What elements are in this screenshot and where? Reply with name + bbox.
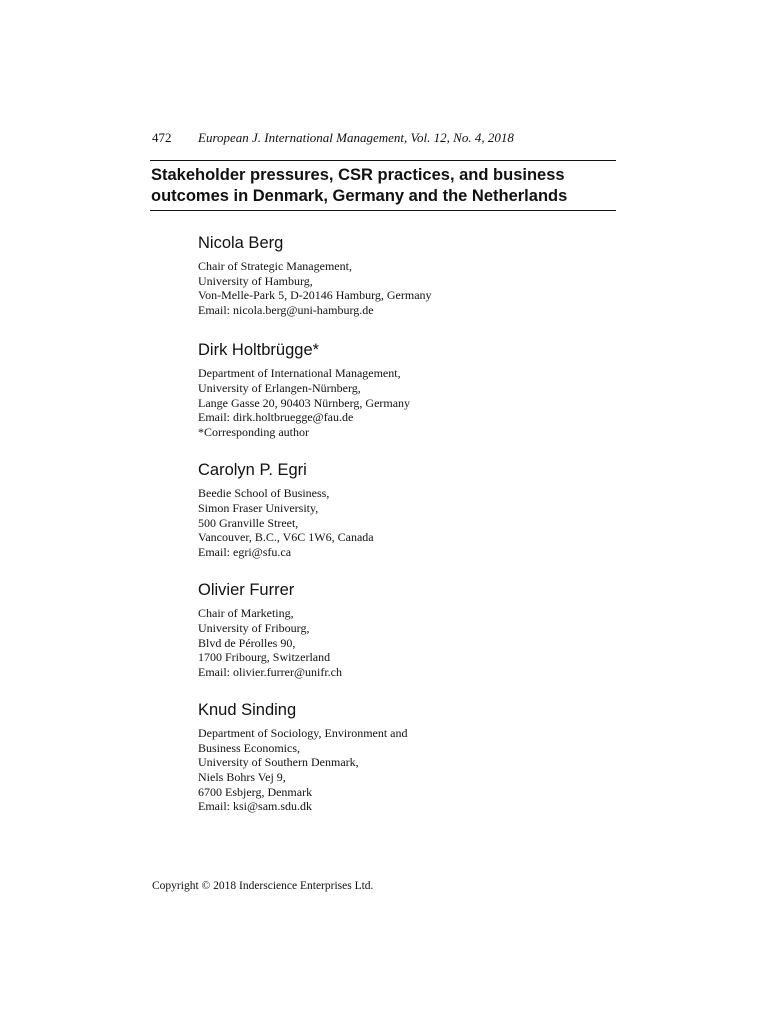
- affiliation-line: 1700 Fribourg, Switzerland: [198, 650, 331, 665]
- affiliation-line: Chair of Strategic Management,: [198, 259, 352, 273]
- affiliation-line: Department of Sociology, Environment and: [198, 726, 408, 741]
- author-name: Carolyn P. Egri: [198, 461, 307, 480]
- affiliation-line: Von-Melle-Park 5, D-20146 Hamburg, Germany: [198, 288, 432, 303]
- author-affiliation: [198, 259, 618, 317]
- article-title-line-2: outcomes in Denmark, Germany and the Netherlands: [151, 187, 568, 205]
- author-block: [198, 698, 618, 814]
- author-name: Knud Sinding: [198, 701, 297, 720]
- title-bottom-rule: [150, 210, 616, 211]
- affiliation-line: Department of International Management,: [198, 366, 401, 381]
- author-block: [198, 458, 618, 559]
- author-email: Email: dirk.holtbruegge@fau.de: [198, 410, 354, 425]
- affiliation-line: Niels Bohrs Vej 9,: [198, 770, 286, 785]
- author-name: Olivier Furrer: [198, 581, 295, 600]
- affiliation-line: Blvd de Pérolles 90,: [198, 635, 296, 650]
- author-block: [198, 231, 618, 317]
- article-title: [151, 165, 621, 207]
- running-header: [152, 128, 616, 148]
- page-number: 472: [152, 130, 172, 145]
- author-email: Email: olivier.furrer@unifr.ch: [198, 664, 343, 679]
- author-affiliation: [198, 366, 618, 439]
- affiliation-line: Simon Fraser University,: [198, 500, 319, 515]
- affiliation-line: Beedie School of Business,: [198, 486, 330, 501]
- author-email: Email: ksi@sam.sdu.dk: [198, 799, 313, 814]
- author-email: Email: egri@sfu.ca: [198, 544, 292, 559]
- author-list: [198, 231, 618, 814]
- affiliation-line: 500 Granville Street,: [198, 515, 299, 530]
- affiliation-line: Business Economics,: [198, 740, 300, 755]
- article-title-line-1: Stakeholder pressures, CSR practices, and business: [151, 166, 565, 184]
- affiliation-line: University of Southern Denmark,: [198, 755, 359, 770]
- journal-citation: European J. International Management, Vol. 12, No. 4, 2018: [198, 130, 514, 145]
- corresponding-author-note: *Corresponding author: [198, 424, 309, 439]
- affiliation-line: Lange Gasse 20, 90403 Nürnberg, Germany: [198, 395, 411, 410]
- author-name: Dirk Holtbrügge*: [198, 341, 320, 360]
- affiliation-line: University of Hamburg,: [198, 273, 313, 288]
- affiliation-line: 6700 Esbjerg, Denmark: [198, 784, 313, 799]
- affiliation-line: Vancouver, B.C., V6C 1W6, Canada: [198, 530, 374, 545]
- copyright-notice: Copyright © 2018 Inderscience Enterprises Ltd.: [152, 880, 374, 892]
- author-affiliation: [198, 606, 618, 679]
- title-top-rule: [150, 160, 616, 161]
- affiliation-line: University of Erlangen-Nürnberg,: [198, 380, 361, 395]
- author-affiliation: [198, 726, 618, 814]
- author-name: Nicola Berg: [198, 234, 284, 252]
- author-affiliation: [198, 486, 618, 559]
- author-block: [198, 338, 618, 439]
- author-email: Email: nicola.berg@uni-hamburg.de: [198, 302, 374, 317]
- author-block: [198, 578, 618, 679]
- affiliation-line: Chair of Marketing,: [198, 606, 294, 621]
- affiliation-line: University of Fribourg,: [198, 620, 310, 635]
